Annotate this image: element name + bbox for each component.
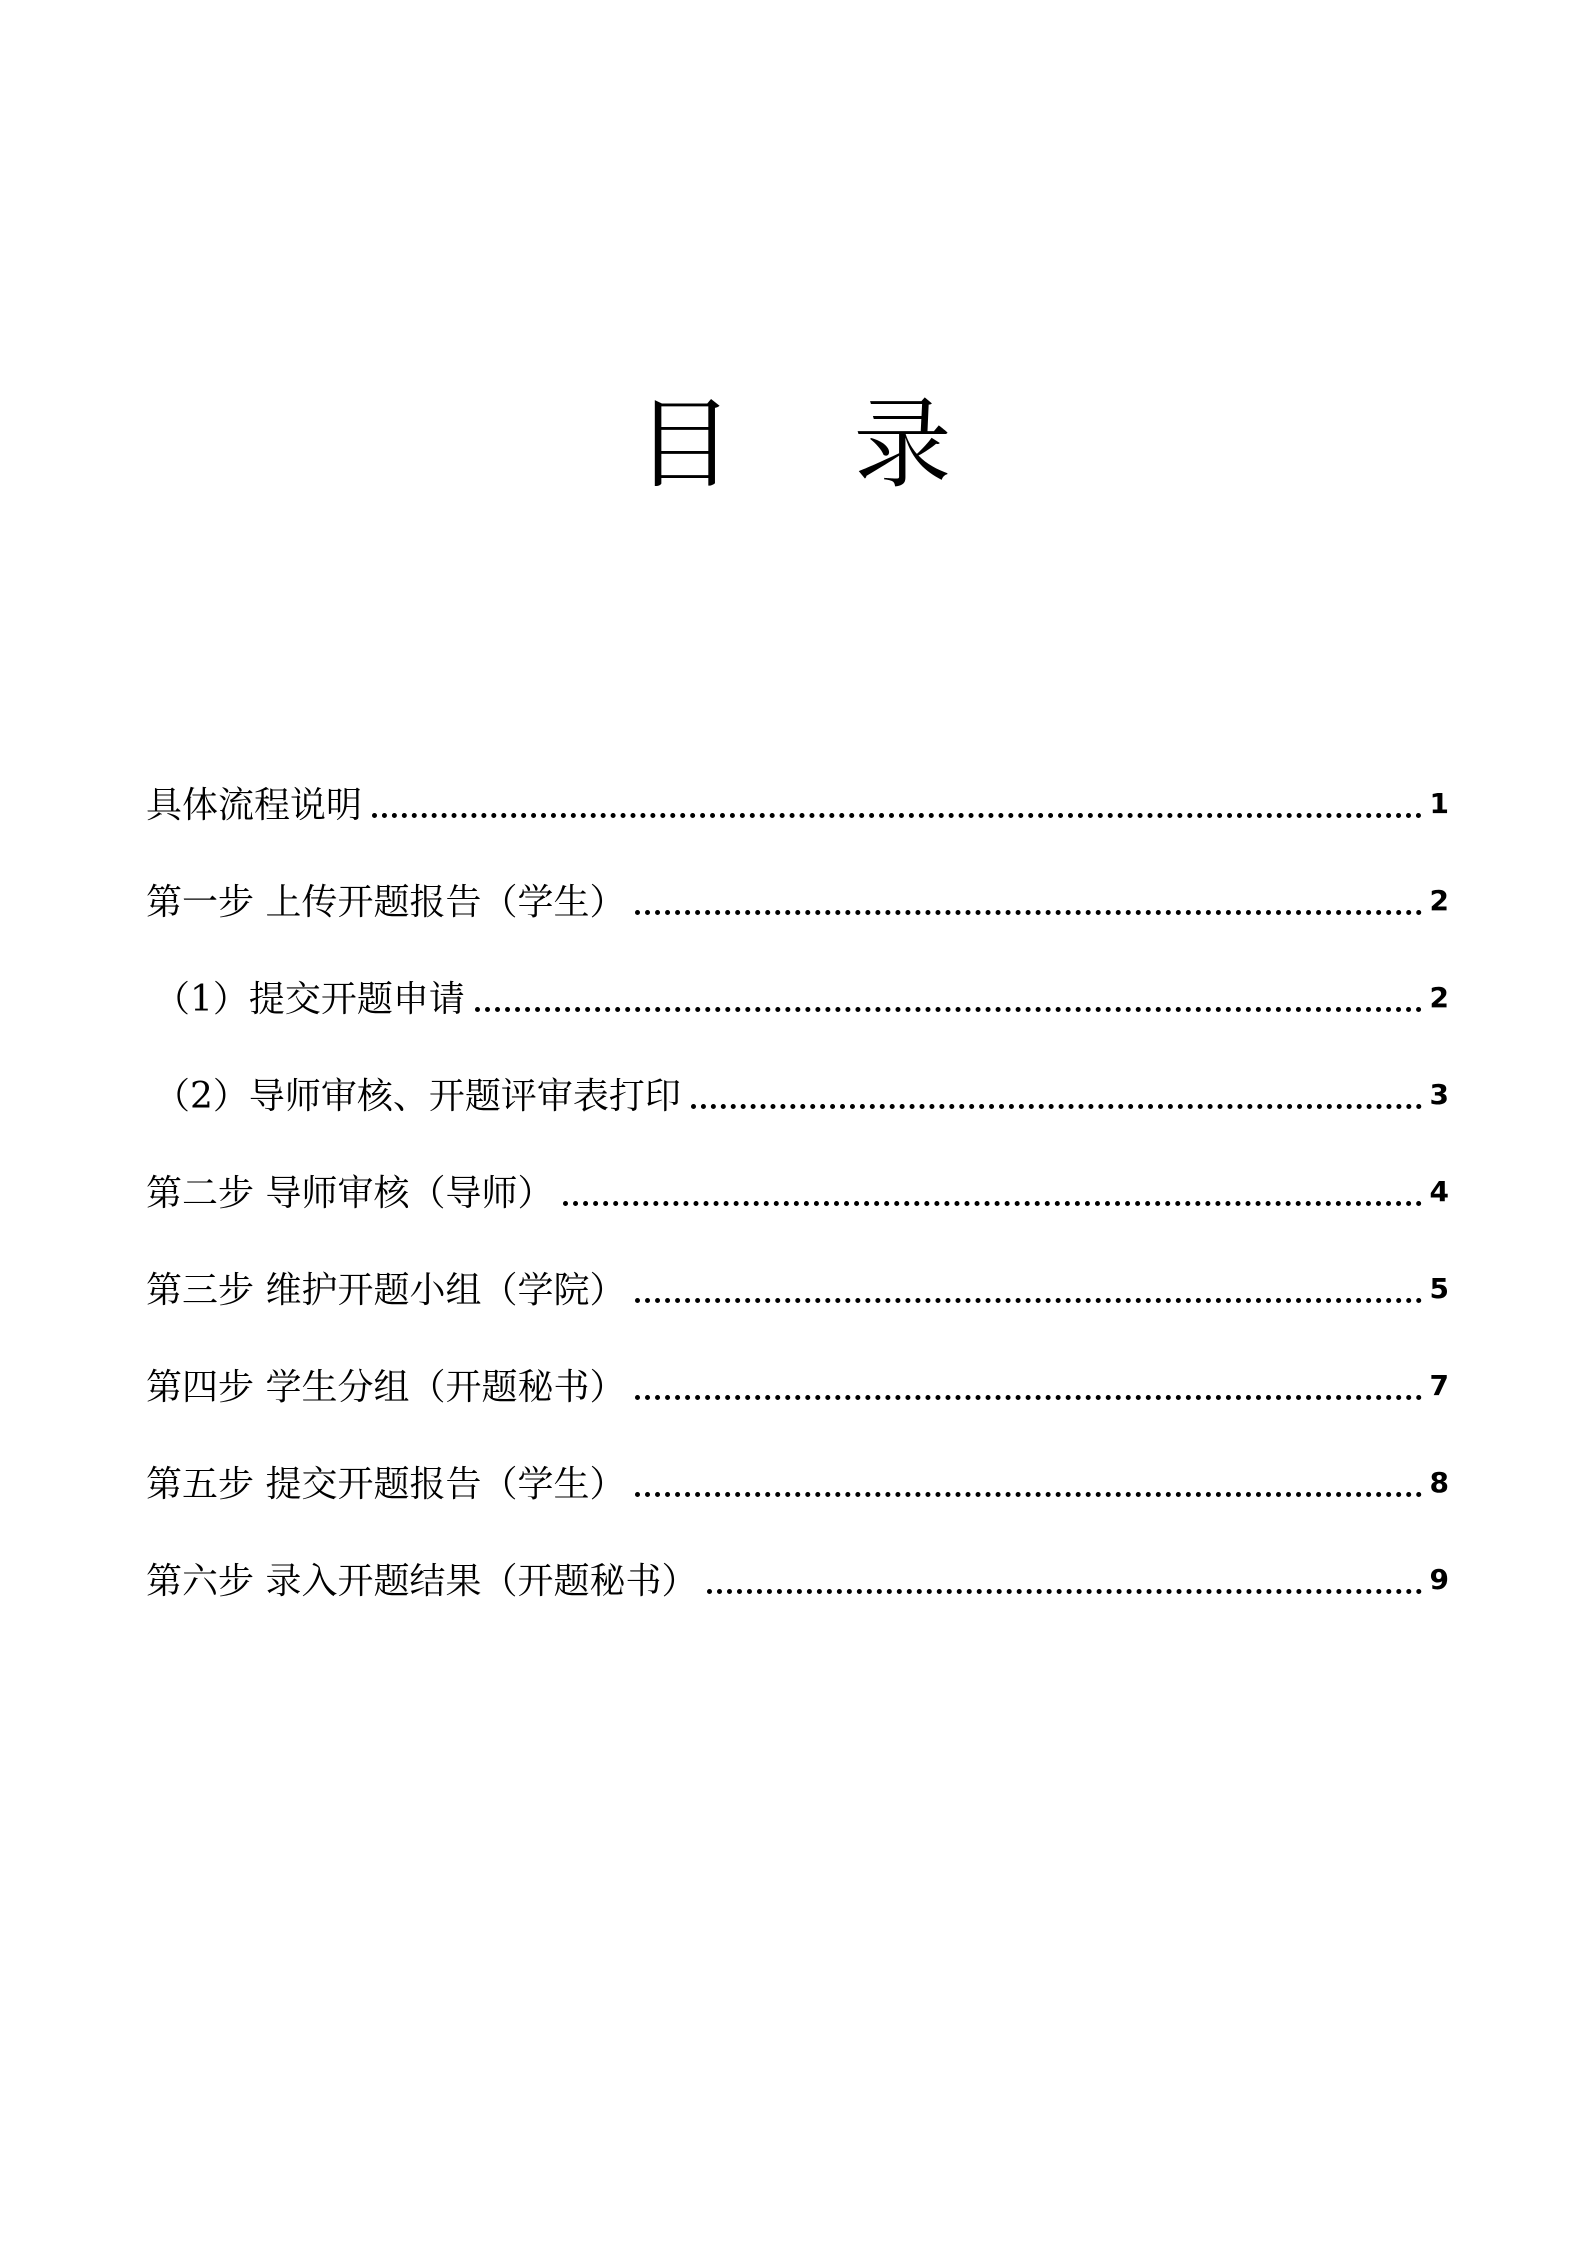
toc-page-number: 1 xyxy=(1429,787,1449,820)
toc-page-number: 2 xyxy=(1429,981,1449,1014)
toc-entry[interactable] xyxy=(146,1230,1449,1327)
toc-dot-leader xyxy=(635,910,1421,915)
toc-page-number: 9 xyxy=(1429,1563,1449,1596)
toc-dot-leader xyxy=(691,1104,1422,1109)
toc-entry-title: （2）导师审核、开题评审表打印 xyxy=(154,1076,681,1117)
toc-entry[interactable] xyxy=(146,1327,1449,1424)
toc-entry-title: 第一步 上传开题报告（学生） xyxy=(146,882,626,923)
toc-entry[interactable] xyxy=(146,842,1449,939)
toc-entry[interactable] xyxy=(146,939,1449,1036)
toc-dot-leader xyxy=(635,1395,1421,1400)
toc-list xyxy=(146,745,1449,1618)
toc-entry[interactable] xyxy=(146,745,1449,842)
toc-entry-title: 具体流程说明 xyxy=(146,785,363,826)
toc-entry[interactable] xyxy=(146,1521,1449,1618)
toc-page-number: 7 xyxy=(1429,1369,1449,1402)
toc-page-number: 3 xyxy=(1429,1078,1449,1111)
toc-page-number: 5 xyxy=(1429,1272,1449,1305)
toc-entry-title: （1）提交开题申请 xyxy=(154,979,465,1020)
toc-entry-title: 第六步 录入开题结果（开题秘书） xyxy=(146,1561,698,1602)
toc-heading: 目录 xyxy=(635,388,1072,502)
toc-page-number: 8 xyxy=(1429,1466,1449,1499)
toc-dot-leader xyxy=(635,1492,1421,1497)
toc-entry-title: 第五步 提交开题报告（学生） xyxy=(146,1464,626,1505)
toc-entry[interactable] xyxy=(146,1133,1449,1230)
toc-dot-leader xyxy=(372,813,1422,818)
toc-entry-title: 第二步 导师审核（导师） xyxy=(146,1173,554,1214)
toc-dot-leader xyxy=(635,1298,1421,1303)
toc-entry-title: 第三步 维护开题小组（学院） xyxy=(146,1270,626,1311)
toc-page-number: 2 xyxy=(1429,884,1449,917)
toc-entry-title: 第四步 学生分组（开题秘书） xyxy=(146,1367,626,1408)
toc-dot-leader xyxy=(707,1589,1421,1594)
toc-entry[interactable] xyxy=(146,1036,1449,1133)
toc-page-number: 4 xyxy=(1429,1175,1449,1208)
toc-entry[interactable] xyxy=(146,1424,1449,1521)
toc-dot-leader xyxy=(563,1201,1421,1206)
toc-dot-leader xyxy=(475,1007,1422,1012)
